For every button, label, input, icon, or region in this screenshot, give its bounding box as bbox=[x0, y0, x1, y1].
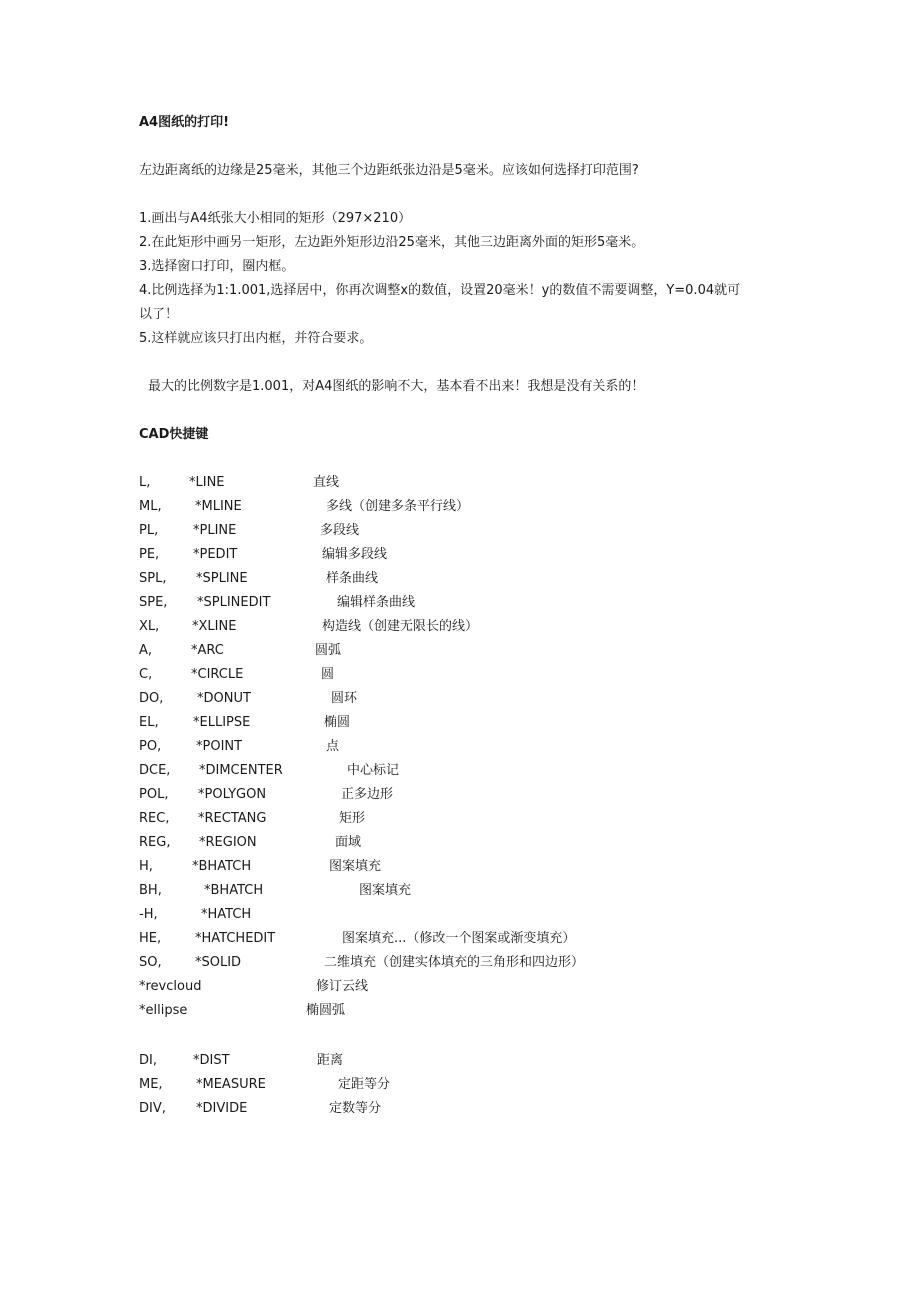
section-title-a4-printing: A4图纸的打印! bbox=[139, 115, 230, 130]
shortcut-alias: DO, bbox=[139, 691, 164, 706]
shortcut-row bbox=[139, 714, 839, 732]
shortcut-alias: REG, bbox=[139, 835, 171, 850]
shortcut-command: *DIMCENTER bbox=[199, 763, 283, 778]
shortcut-command: *HATCHEDIT bbox=[195, 931, 276, 946]
shortcut-description: 椭圆弧 bbox=[306, 1003, 346, 1018]
shortcut-description: 定数等分 bbox=[329, 1101, 382, 1116]
shortcut-description: 多段线 bbox=[320, 523, 360, 538]
shortcut-description: 圆环 bbox=[331, 691, 358, 706]
shortcut-alias: HE, bbox=[139, 931, 162, 946]
shortcut-row bbox=[139, 570, 839, 588]
shortcut-row bbox=[139, 762, 839, 780]
shortcut-alias: ME, bbox=[139, 1077, 163, 1092]
step-line: 1.画出与A4纸张大小相同的矩形（297×210） bbox=[139, 211, 412, 226]
shortcut-command: *XLINE bbox=[192, 619, 237, 634]
shortcut-row bbox=[139, 786, 839, 804]
shortcut-description: 编辑样条曲线 bbox=[337, 595, 416, 610]
shortcut-command: *RECTANG bbox=[198, 811, 267, 826]
shortcut-command: *SPLINEDIT bbox=[197, 595, 271, 610]
step-line: 3.选择窗口打印，圈内框。 bbox=[139, 259, 295, 274]
shortcut-row bbox=[139, 1052, 839, 1070]
shortcut-command: *BHATCH bbox=[204, 883, 264, 898]
shortcut-alias: H, bbox=[139, 859, 153, 874]
intro-paragraph: 左边距离纸的边缘是25毫米，其他三个边距纸张边沿是5毫米。应该如何选择打印范围? bbox=[139, 163, 639, 178]
shortcut-command: *ELLIPSE bbox=[193, 715, 251, 730]
shortcut-alias: ML, bbox=[139, 499, 162, 514]
shortcut-command: *POINT bbox=[196, 739, 243, 754]
step-line: 以了！ bbox=[139, 307, 179, 322]
shortcut-row bbox=[139, 498, 839, 516]
shortcut-command: *DIST bbox=[193, 1053, 230, 1068]
shortcut-description: 圆弧 bbox=[315, 643, 342, 658]
shortcut-row bbox=[139, 882, 839, 900]
shortcut-description: 编辑多段线 bbox=[322, 547, 388, 562]
shortcut-command: *HATCH bbox=[201, 907, 252, 922]
shortcut-description: 图案填充 bbox=[359, 883, 412, 898]
shortcut-command: *LINE bbox=[189, 475, 225, 490]
shortcut-command: *POLYGON bbox=[198, 787, 267, 802]
shortcut-command: *MEASURE bbox=[196, 1077, 266, 1092]
shortcut-row bbox=[139, 738, 839, 756]
shortcut-alias: -H, bbox=[139, 907, 158, 922]
shortcut-row bbox=[139, 834, 839, 852]
shortcut-alias: A, bbox=[139, 643, 153, 658]
shortcut-alias: BH, bbox=[139, 883, 162, 898]
shortcut-description: 圆 bbox=[321, 667, 335, 682]
shortcut-command: *PLINE bbox=[193, 523, 237, 538]
shortcut-alias: SO, bbox=[139, 955, 162, 970]
shortcut-command: *ARC bbox=[191, 643, 224, 658]
shortcut-row bbox=[139, 954, 839, 972]
shortcut-row bbox=[139, 690, 839, 708]
shortcut-alias: POL, bbox=[139, 787, 169, 802]
note-paragraph: 最大的比例数字是1.001，对A4图纸的影响不大，基本看不出来！我想是没有关系的！ bbox=[148, 379, 645, 394]
shortcut-description: 修订云线 bbox=[316, 979, 369, 994]
shortcut-row bbox=[139, 666, 839, 684]
shortcut-alias: SPL, bbox=[139, 571, 167, 586]
shortcut-alias: L, bbox=[139, 475, 151, 490]
shortcut-command: *PEDIT bbox=[193, 547, 238, 562]
shortcut-alias: *revcloud bbox=[139, 979, 202, 994]
shortcut-description: 椭圆 bbox=[324, 715, 351, 730]
shortcut-alias: DIV, bbox=[139, 1101, 166, 1116]
shortcut-row bbox=[139, 618, 839, 636]
shortcut-alias: XL, bbox=[139, 619, 160, 634]
step-line: 5.这样就应该只打出内框，并符合要求。 bbox=[139, 331, 373, 346]
shortcut-row bbox=[139, 1002, 839, 1020]
shortcut-description: 面域 bbox=[335, 835, 362, 850]
shortcut-description: 正多边形 bbox=[341, 787, 394, 802]
shortcut-alias: PE, bbox=[139, 547, 160, 562]
shortcut-row bbox=[139, 858, 839, 876]
shortcut-description: 矩形 bbox=[339, 811, 366, 826]
shortcut-command: *SPLINE bbox=[196, 571, 248, 586]
shortcut-description: 多线（创建多条平行线） bbox=[326, 499, 470, 514]
section-title-cad-shortcuts: CAD快捷键 bbox=[139, 427, 209, 442]
shortcut-description: 构造线（创建无限长的线） bbox=[322, 619, 479, 634]
shortcut-command: *REGION bbox=[199, 835, 257, 850]
shortcut-row bbox=[139, 1100, 839, 1118]
shortcut-alias: EL, bbox=[139, 715, 159, 730]
step-line: 2.在此矩形中画另一矩形，左边距外矩形边沿25毫米，其他三边距离外面的矩形5毫米。 bbox=[139, 235, 645, 250]
shortcut-description: 样条曲线 bbox=[326, 571, 379, 586]
shortcut-alias: REC, bbox=[139, 811, 170, 826]
shortcut-row bbox=[139, 474, 839, 492]
shortcut-row bbox=[139, 978, 839, 996]
shortcut-row bbox=[139, 642, 839, 660]
shortcut-alias: DI, bbox=[139, 1053, 157, 1068]
shortcut-row bbox=[139, 522, 839, 540]
shortcut-description: 中心标记 bbox=[347, 763, 400, 778]
step-line: 4.比例选择为1:1.001,选择居中，你再次调整x的数值，设置20毫米！y的数值不需要调整，Y=0.04就可 bbox=[139, 283, 741, 298]
shortcut-command: *SOLID bbox=[195, 955, 242, 970]
shortcut-command: *CIRCLE bbox=[191, 667, 244, 682]
shortcut-row bbox=[139, 930, 839, 948]
shortcut-command: *DONUT bbox=[197, 691, 251, 706]
shortcut-description: 定距等分 bbox=[338, 1077, 391, 1092]
shortcut-description: 图案填充...（修改一个图案或渐变填充） bbox=[342, 931, 576, 946]
shortcut-alias: C, bbox=[139, 667, 153, 682]
shortcut-row bbox=[139, 1076, 839, 1094]
shortcut-row bbox=[139, 594, 839, 612]
shortcut-description: 距离 bbox=[317, 1053, 344, 1068]
shortcut-command: *BHATCH bbox=[192, 859, 252, 874]
shortcut-command: *MLINE bbox=[195, 499, 242, 514]
shortcut-alias: *ellipse bbox=[139, 1003, 188, 1018]
shortcut-description: 图案填充 bbox=[329, 859, 382, 874]
shortcut-description: 二维填充（创建实体填充的三角形和四边形） bbox=[324, 955, 585, 970]
shortcut-alias: DCE, bbox=[139, 763, 171, 778]
shortcut-description: 直线 bbox=[313, 475, 340, 490]
shortcut-row bbox=[139, 906, 839, 924]
shortcut-row bbox=[139, 810, 839, 828]
shortcut-command: *DIVIDE bbox=[196, 1101, 248, 1116]
shortcut-alias: SPE, bbox=[139, 595, 168, 610]
shortcut-row bbox=[139, 546, 839, 564]
shortcut-alias: PO, bbox=[139, 739, 162, 754]
shortcut-alias: PL, bbox=[139, 523, 159, 538]
shortcut-description: 点 bbox=[326, 739, 340, 754]
